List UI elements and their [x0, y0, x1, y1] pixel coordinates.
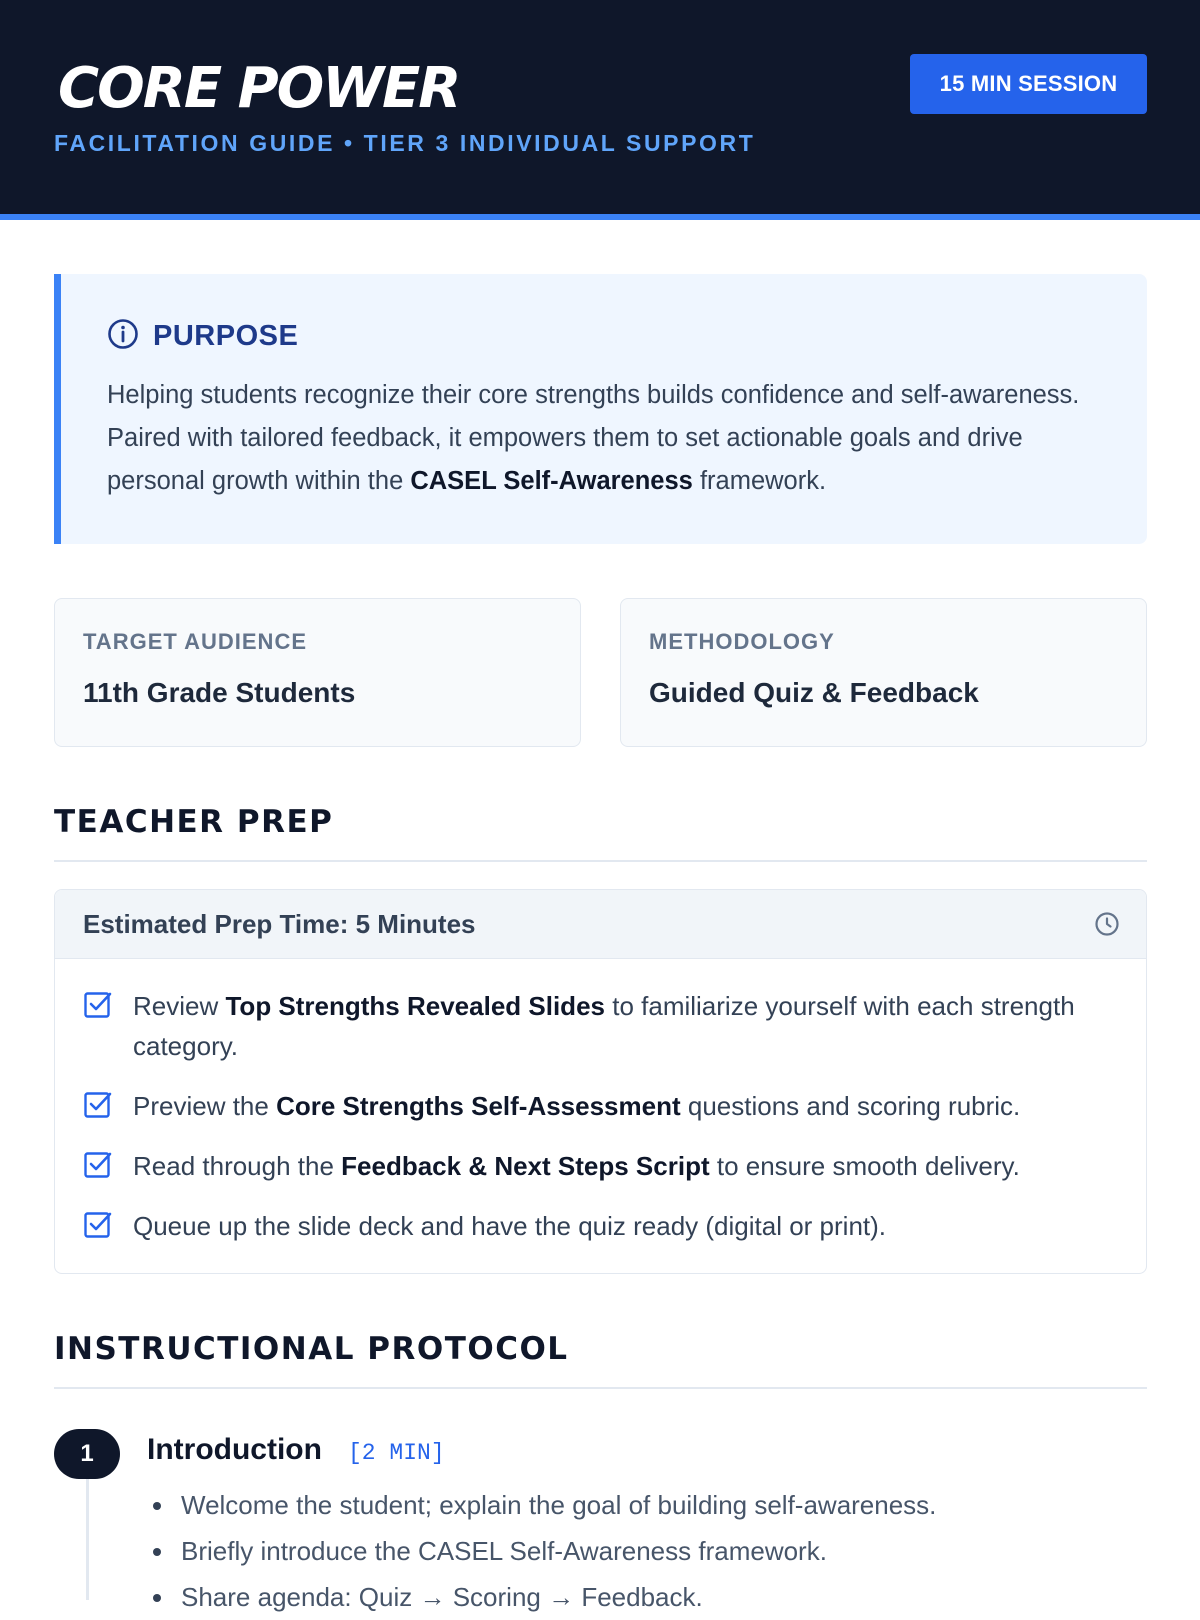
purpose-heading: [107, 318, 298, 355]
prep-card-header: [55, 890, 1146, 959]
page-header: [0, 0, 1200, 220]
prep-item-text: Queue up the slide deck and have the quiz ready (digital or print).: [133, 1211, 887, 1241]
checkbox-checked-icon: [83, 1146, 113, 1186]
checkbox-checked-icon: [83, 1206, 113, 1246]
teacher-prep-heading: TEACHER PREP: [54, 804, 334, 840]
teacher-prep-card: [54, 889, 1147, 1274]
prep-checklist-item: [83, 986, 1113, 1066]
info-card-value: Guided Quiz & Feedback: [649, 677, 979, 708]
list-item: Welcome the student; explain the goal of building self-awareness.: [150, 1482, 1110, 1528]
info-icon: [107, 318, 139, 355]
prep-item-text: Preview the Core Strengths Self-Assessment questions and scoring rubric.: [133, 1091, 1021, 1121]
info-card-label: TARGET AUDIENCE: [83, 629, 307, 654]
info-card-label: METHODOLOGY: [649, 629, 835, 654]
guide-subtitle: FACILITATION GUIDE • TIER 3 INDIVIDUAL SUPPORT: [54, 130, 756, 156]
purpose-text: Helping students recognize their core strengths builds confidence and self-awareness. Paired with tailored feedback, it empowers them to set actionable goals and drive personal growth within the CASEL Self-Awareness framework.: [107, 381, 1080, 495]
list-item: Share agenda: Quiz → Scoring → Feedback.: [150, 1574, 1110, 1620]
timeline-connector: [86, 1479, 89, 1600]
step-duration: [2 MIN]: [348, 1440, 445, 1466]
target-audience-card: [54, 598, 581, 747]
prep-time-estimate: Estimated Prep Time: 5 Minutes: [83, 909, 476, 939]
list-item: Briefly introduce the CASEL Self-Awareness framework.: [150, 1528, 1110, 1574]
session-duration-badge: 15 MIN SESSION: [910, 54, 1147, 114]
instructional-protocol-heading: INSTRUCTIONAL PROTOCOL: [54, 1331, 569, 1367]
step-title: Introduction: [147, 1433, 322, 1466]
checkbox-checked-icon: [83, 986, 113, 1066]
section-divider: [54, 860, 1147, 862]
checkbox-checked-icon: [83, 1086, 113, 1126]
info-card-value: 11th Grade Students: [83, 677, 356, 708]
prep-checklist-item: [83, 1146, 1113, 1186]
step-number-badge: 1: [54, 1429, 120, 1479]
purpose-title: PURPOSE: [153, 320, 299, 352]
prep-item-text: Review Top Strengths Revealed Slides to familiarize yourself with each strength category.: [133, 991, 1075, 1061]
clock-icon: [1094, 911, 1120, 942]
purpose-callout: [54, 274, 1147, 544]
prep-checklist-item: [83, 1086, 1113, 1126]
prep-item-text: Read through the Feedback & Next Steps Script to ensure smooth delivery.: [133, 1151, 1020, 1181]
brand-title: CORE POWER: [58, 56, 460, 121]
prep-checklist-item: [83, 1206, 1113, 1246]
casel-framework-term: CASEL Self-Awareness: [410, 467, 693, 495]
step-bullet-list: [150, 1482, 1110, 1620]
methodology-card: [620, 598, 1147, 747]
section-divider: [54, 1387, 1147, 1389]
